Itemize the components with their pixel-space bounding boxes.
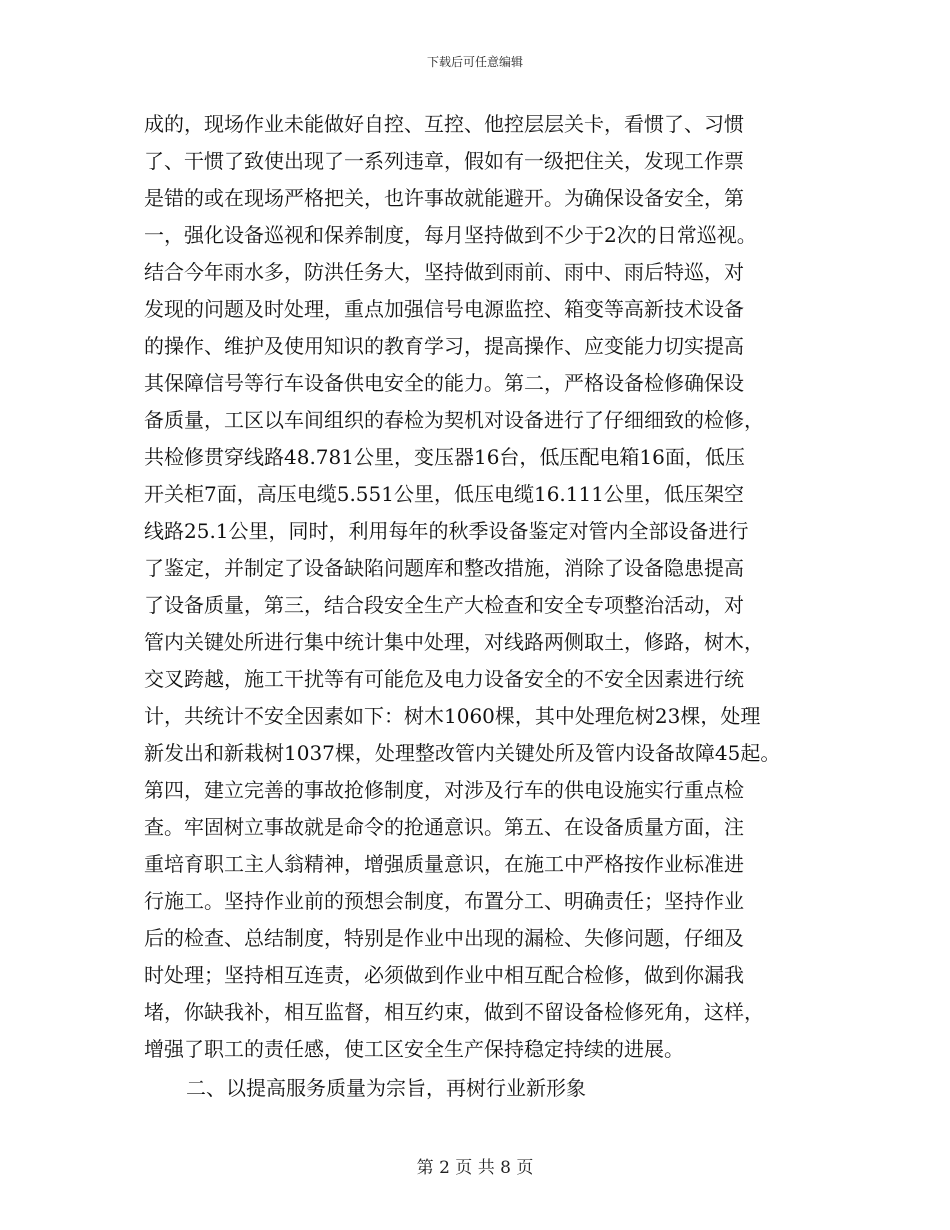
text-line: 增强了职工的责任感，使工区安全生产保持稳定持续的进展。	[144, 1037, 684, 1061]
page-number-footer: 第 2 页 共 8 页	[416, 1158, 534, 1178]
section-heading: 二、以提高服务质量为宗旨，再树行业新形象	[186, 1076, 586, 1100]
text-line: 备质量，工区以车间组织的春检为契机对设备进行了仔细细致的检修，	[144, 408, 764, 432]
text-line: 重培育职工主人翁精神，增强质量意识，在施工中严格按作业标准进	[144, 852, 744, 876]
page-header-note: 下载后可任意编辑	[426, 55, 523, 69]
text-line: 了、干惯了致使出现了一系列违章，假如有一级把住关，发现工作票	[144, 149, 744, 173]
text-line: 堵，你缺我补，相互监督，相互约束，做到不留设备检修死角，这样，	[144, 1000, 764, 1024]
text-line: 线路25.1公里，同时，利用每年的秋季设备鉴定对管内全部设备进行	[144, 519, 749, 543]
text-line: 成的，现场作业未能做好自控、互控、他控层层关卡，看惯了、习惯	[144, 112, 744, 136]
text-line: 共检修贯穿线路48.781公里，变压器16台，低压配电箱16面，低压	[144, 445, 745, 469]
text-line: 交叉跨越，施工干扰等有可能危及电力设备安全的不安全因素进行统	[144, 667, 744, 691]
text-line: 第四，建立完善的事故抢修制度，对涉及行车的供电设施实行重点检	[144, 778, 744, 802]
text-line: 新发出和新栽树1037棵，处理整改管内关键处所及管内设备故障45起。	[144, 741, 781, 765]
text-line: 其保障信号等行车设备供电安全的能力。第二，严格设备检修确保设	[144, 371, 744, 395]
text-line: 结合今年雨水多，防洪任务大，坚持做到雨前、雨中、雨后特巡，对	[144, 260, 744, 284]
text-line: 开关柜7面，高压电缆5.551公里，低压电缆16.111公里，低压架空	[144, 482, 744, 506]
text-line: 查。牢固树立事故就是命令的抢通意识。第五、在设备质量方面，注	[144, 815, 744, 839]
text-line: 行施工。坚持作业前的预想会制度，布置分工、明确责任；坚持作业	[144, 889, 744, 913]
text-line: 发现的问题及时处理，重点加强信号电源监控、箱变等高新技术设备	[144, 297, 744, 321]
text-line: 的操作、维护及使用知识的教育学习，提高操作、应变能力切实提高	[144, 334, 744, 358]
text-line: 了鉴定，并制定了设备缺陷问题库和整改措施，消除了设备隐患提高	[144, 556, 744, 580]
text-line: 计，共统计不安全因素如下：树木1060棵，其中处理危树23棵，处理	[144, 704, 761, 728]
text-line: 一，强化设备巡视和保养制度，每月坚持做到不少于2次的日常巡视。	[144, 223, 757, 247]
text-line: 后的检查、总结制度，特别是作业中出现的漏检、失修问题，仔细及	[144, 926, 744, 950]
text-line: 管内关键处所进行集中统计集中处理，对线路两侧取土，修路，树木，	[144, 630, 764, 654]
text-line: 了设备质量，第三，结合段安全生产大检查和安全专项整治活动，对	[144, 593, 744, 617]
text-line: 是错的或在现场严格把关，也许事故就能避开。为确保设备安全，第	[144, 186, 744, 210]
text-line: 时处理；坚持相互连责，必须做到作业中相互配合检修，做到你漏我	[144, 963, 744, 987]
